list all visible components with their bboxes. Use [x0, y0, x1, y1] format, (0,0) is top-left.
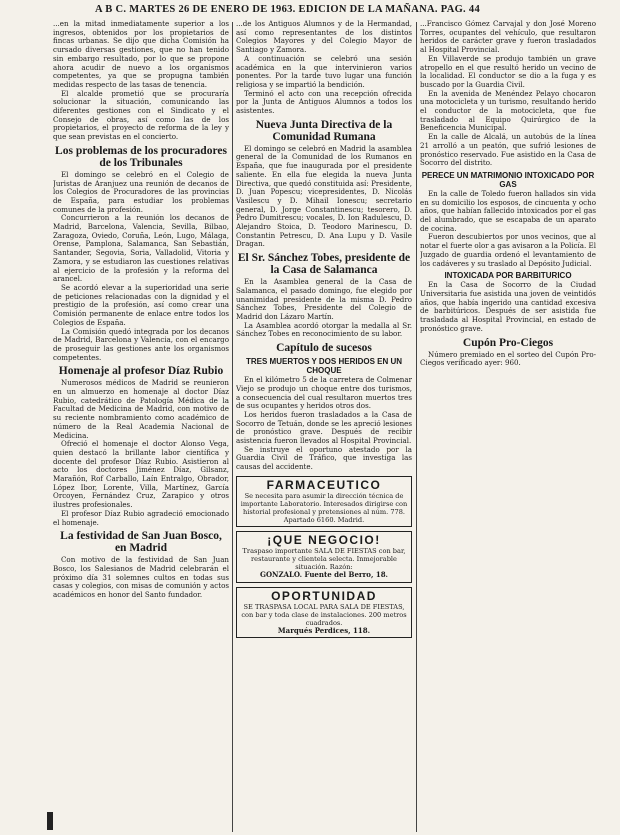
subheadline-choque: TRES MUERTOS Y DOS HERIDOS EN UN CHOQUE: [245, 357, 403, 376]
column-1: [53, 20, 229, 832]
headline-comunidad-rumana: Nueva Junta Directiva de la Comunidad Rumana: [255, 118, 393, 143]
article-paragraph: En la calle de Alcalá, un autobús de la línea 21 arrolló a un peatón, que sufrió lesiones de pronóstico reservado. Fue asistido en la Casa de Socorro del distrito.: [420, 132, 596, 168]
column-rule: [416, 22, 417, 832]
article-paragraph: ...de los Antiguos Alumnos y de la Hermandad, así como representantes de los distintos Colegios Mayores y del Colegio Mayor de Santiago y Zamora.: [236, 20, 412, 55]
ad-body: Se necesita para asumir la dirección técnica de importante Laboratorio. Interesados dirigirse con historial profesional y pretensiones al núm. 778. Apartado 6160. Madrid.: [240, 491, 408, 524]
ad-body: Traspaso importante SALA DE FIESTAS con bar, restaurante y clientela selecta. Inmejorable situación. Razón:: [242, 546, 406, 571]
article-paragraph: A continuación se celebró una sesión académica en la que intervinieron varios ponentes. Por la tarde tuvo lugar una función religiosa y se impartió la bendición.: [236, 53, 412, 89]
headline-cupon-pro-ciegos: Cupón Pro-Ciegos: [462, 336, 554, 349]
ink-mark: [47, 812, 53, 830]
ad-contact: Marqués Perdices, 118.: [277, 625, 371, 635]
classified-ad-farmaceutico: [236, 476, 412, 527]
article-paragraph: El domingo se celebró en el Colegio de Juristas de Aranjuez una reunión de decanos de los Colegios de Procuradores de las provincias de España, para estudiar los problemas comunes de la profesión.: [53, 169, 229, 214]
headline-homenaje: Homenaje al profesor Díaz Rubio: [58, 365, 224, 378]
headline-san-juan-bosco: La festividad de San Juan Bosco, en Madrid: [60, 530, 222, 555]
headline-casa-salamanca: El Sr. Sánchez Tobes, presidente de la Casa de Salamanca: [237, 252, 411, 277]
article-paragraph: Concurrieron a la reunión los decanos de Madrid, Barcelona, Valencia, Sevilla, Bilbao, Zaragoza, Oviedo, Coruña, León, Lugo, Málaga, Orense, Pamplona, Salamanca, San Sebastián, Santander, Segovia, Soria, Valladolid, Vitoria y Zamora, y se estudiaron las cuestiones relativas al ejercicio de la profesión y la reforma del arancel.: [53, 213, 229, 284]
article-paragraph: Con motivo de la festividad de San Juan Bosco, los Salesianos de Madrid celebrarán el próximo día 31 solemnes cultos en todas sus casas y colegios, con misas de comunión y actos académicos en honor del Santo fundador.: [53, 555, 229, 600]
article-paragraph: En la Asamblea general de la Casa de Salamanca, el pasado domingo, fue elegido por unanimidad presidente de la misma D. Pedro Sánchez Tobes, Presidente del Colegio de Madrid don Lázaro Martín.: [236, 277, 412, 321]
column-2: [236, 20, 412, 832]
article-paragraph: En la avenida de Menéndez Pelayo chocaron una motocicleta y un turismo, resultando herido el conductor de la motocicleta, que fue trasladado al Equipo Quirúrgico de la Beneficencia Municipal.: [420, 88, 596, 133]
column-3: [420, 20, 596, 832]
ad-title: ¡QUE NEGOCIO!: [267, 532, 381, 547]
ad-body: SE TRASPASA LOCAL PARA SALA DE FIESTAS, con bar y toda clase de instalaciones. 200 metros cuadrados.: [241, 602, 407, 627]
ad-contact: GONZALO. Fuente del Berro, 18.: [259, 569, 388, 579]
article-paragraph: Ofreció el homenaje el doctor Alonso Vega, quien destacó la brillante labor científica y docente del profesor Díaz Rubio. Asistieron al acto los doctores Jiménez Díaz, Gilsanz, Marañón, Rof Carballo, Laín Entralgo, Obrador, López Ibor, Lorente, Villa, Martínez, García Orcoyen, Fernández Cruz, Zarapico y otros ilustres profesionales.: [53, 439, 229, 510]
ad-title: FARMACEUTICO: [266, 477, 382, 492]
article-paragraph: Numerosos médicos de Madrid se reunieron en un almuerzo en homenaje al doctor Díaz Rubio, catedrático de Patología Médica de la Facultad de Medicina de Madrid, con motivo de su reciente nombramiento como académico de número de la Real Academia Nacional de Medicina.: [53, 378, 229, 440]
article-paragraph: En Villaverde se produjo también un grave atropello en el que resultó herido un vecino de la localidad. El conductor se dio a la fuga y es buscado por la Guardia Civil.: [420, 53, 596, 89]
article-paragraph: Terminó el acto con una recepción ofrecida por la Junta de Antiguos Alumnos a todos los asistentes.: [236, 88, 412, 116]
page-header: A B C. MARTES 26 DE ENERO DE 1963. EDICION DE LA MAÑANA. PAG. 44: [95, 4, 480, 15]
article-paragraph: La Comisión quedó integrada por los decanos de Madrid, Barcelona y Valencia, con el encargo de proseguir las gestiones ante los organismos competentes.: [53, 326, 229, 362]
article-paragraph: Los heridos fueron trasladados a la Casa de Socorro de Tetuán, donde se les apreció lesiones de pronóstico grave. Después de recibir asistencia fueron llevados al Hospital Provincial.: [236, 409, 412, 446]
article-paragraph: El alcalde prometió que se procuraría solucionar la situación, comunicando las diferentes gestiones con el Sindicato y el Consejo de obras, así como las de los propietarios, el proyecto de reforma de la ley y que sean previstas en el concierto.: [53, 88, 229, 142]
article-paragraph: El profesor Díaz Rubio agradeció emocionado el homenaje.: [53, 508, 229, 527]
article-paragraph: En la Casa de Socorro de la Ciudad Universitaria fue asistida una joven de veintidós años, que había ingerido una cantidad excesiva de barbitúricos. Después de ser asistida fue trasladada al Hospital Provincial, en estado de pronóstico grave.: [420, 280, 596, 333]
column-rule: [232, 22, 233, 832]
article-paragraph: Fueron descubiertos por unos vecinos, que al notar el fuerte olor a gas avisaron a la Policía. El Juzgado de guardia ordenó el levantamiento de los cadáveres y su traslado al Depósito Judicial.: [420, 232, 596, 268]
article-paragraph: Se acordó elevar a la superioridad una serie de peticiones relacionadas con la dignidad y el prestigio de la profesión, así como crear una Comisión permanente de enlace entre todos los Colegios de España.: [53, 282, 229, 327]
headline-matrimonio: PERECE UN MATRIMONIO INTOXICADO POR GAS: [421, 170, 595, 189]
ad-title: OPORTUNIDAD: [271, 588, 377, 603]
headline-sucesos: Capítulo de sucesos: [276, 342, 372, 355]
article-paragraph: En el kilómetro 5 de la carretera de Colmenar Viejo se produjo un choque entre dos turismos, a consecuencia del cual resultaron muertos tres de sus ocupantes y heridos otros dos.: [236, 375, 412, 411]
article-paragraph: Número premiado en el sorteo del Cupón Pro-Ciegos verificado ayer: 960.: [420, 349, 596, 368]
article-paragraph: El domingo se celebró en Madrid la asamblea general de la Comunidad de los Rumanos en España, que fue inaugurada por el presidente saliente. En ella fue elegida la nueva Junta Directiva, que quedó constituida así: Presidente, D. Juan Popescu; vicepresidentes, D. Nicolás Vasilescu y D. Mihail Ionescu; secretario general, D. Jorge Constantinescu; tesorero, D. Pedro Dumitrescu; vocales, D. Ion Radulescu, D. Alejandro Stoica, D. Teodoro Marinescu, D. Constantin Petrescu, D. Ana Lupu y D. Vasile Dragan.: [236, 143, 412, 249]
article-paragraph: La Asamblea acordó otorgar la medalla al Sr. Sánchez Tobes en reconocimiento de su labor.: [236, 320, 412, 339]
headline-procuradores: Los problemas de los procuradores de los Tribunales: [55, 144, 227, 169]
headline-barbiturico: INTOXICADA POR BARBITURICO: [444, 271, 572, 281]
classified-ad-oportunidad: [236, 587, 412, 639]
article-paragraph: En la calle de Toledo fueron hallados sin vida en su domicilio los esposos, de cincuenta y ocho años, que habían fallecido intoxicados por el gas del alumbrado, que se escapaba de un aparato de cocina.: [420, 188, 596, 233]
article-paragraph: Se instruye el oportuno atestado por la Guardia Civil de Tráfico, que investiga las causas del accidente.: [236, 444, 412, 472]
article-paragraph: ...en la mitad inmediatamente superior a los ingresos, obtenidos por los propietarios de fincas urbanas. Se dijo que dicha Comisión ha cursado diversas gestiones, que no han tenido sin embargo resultado, por lo que se propone ahora acudir de nuevo a los organismos competentes, ya que se propugna también medidas respecto de las tasas de tenencia.: [53, 20, 229, 89]
article-paragraph: ...Francisco Gómez Carvajal y don José Moreno Torres, ocupantes del vehículo, que resultaron heridos de carácter grave y fueron trasladados al Hospital Provincial.: [420, 20, 596, 55]
newspaper-page: [0, 20, 620, 835]
classified-ad-negocio: [236, 531, 412, 583]
